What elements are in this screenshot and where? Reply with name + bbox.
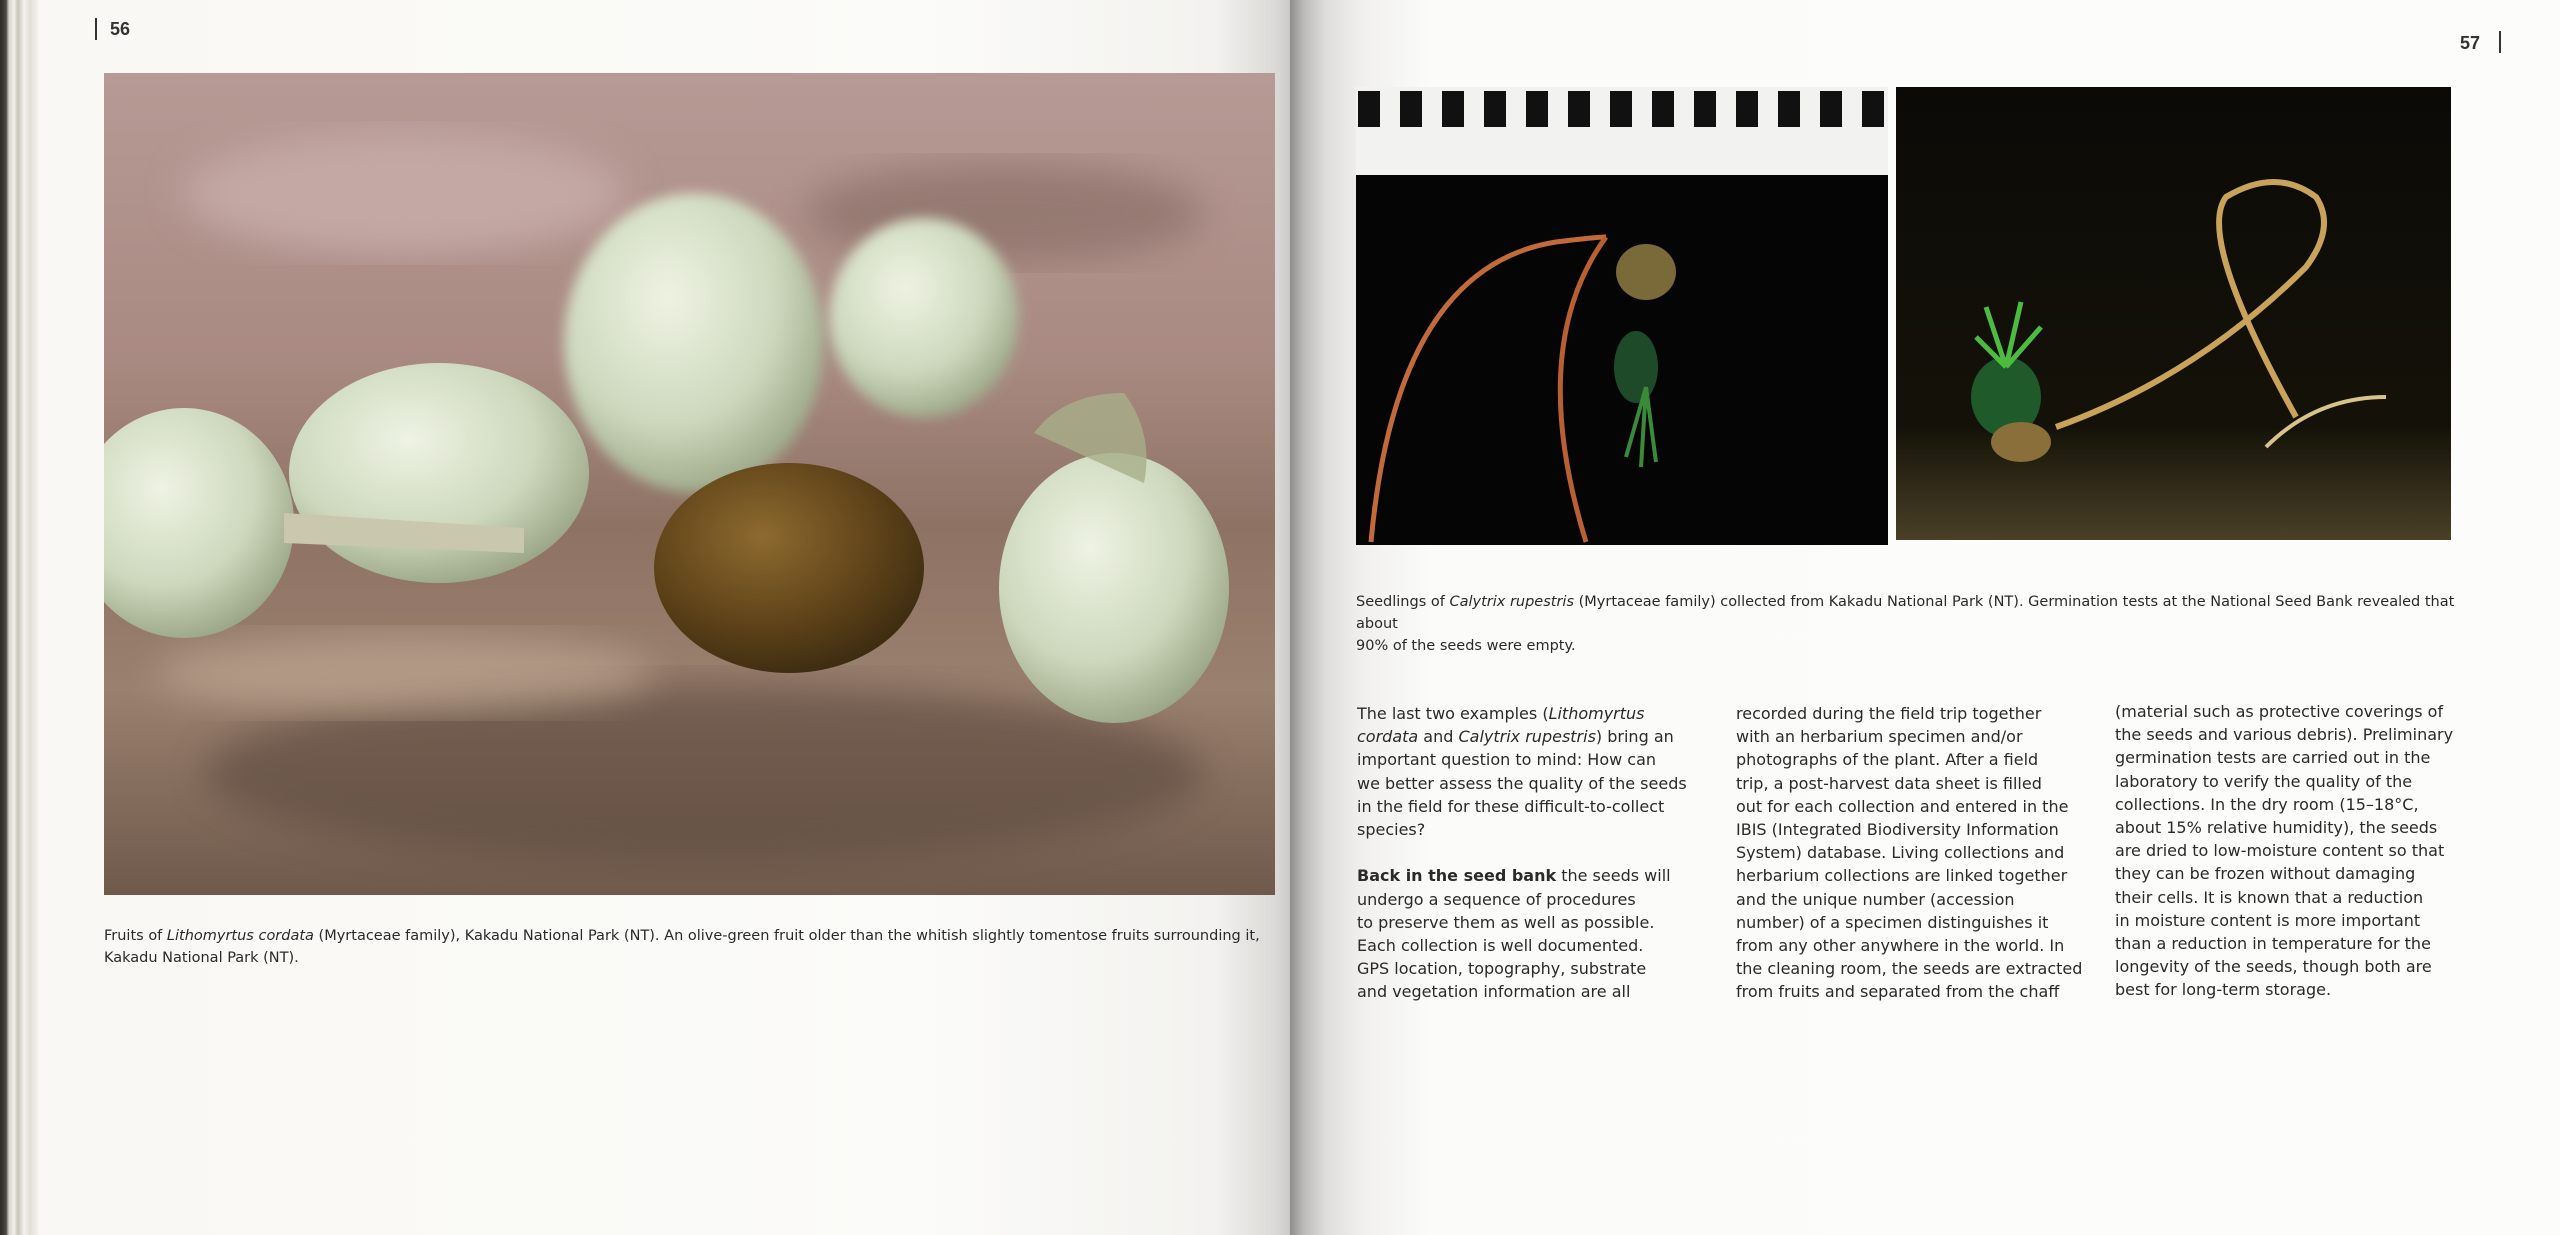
- caption-text: 90% of the seeds were empty.: [1356, 638, 1576, 654]
- left-page: [38, 0, 1303, 1235]
- folio-rule-right: [2499, 31, 2501, 53]
- right-page: [1290, 0, 2560, 1235]
- body-text: the seeds will undergo a sequence of procedures to preserve them as well as possible. Each collection is well documented. GPS location, topography, substrate and vegetation information are all: [1357, 866, 1671, 1002]
- caption-text: (Myrtaceae family) collected from Kakadu National Park (NT). Germination tests at the National Seed Bank revealed that about: [1356, 594, 2455, 632]
- text-column-3: (material such as protective coverings of the seeds and various debris). Preliminary germination tests are carried out in the laboratory to verify the quality of the collections. In the dry room (15–18°C, about 15% relative humidity), the seeds are dried to low-moisture content so that they can be frozen without damaging their cells. It is known that a reduction in moisture content is more important than a reduction in temperature for the longevity of the seeds, though both are best for long-term storage.: [2115, 702, 2454, 1000]
- seedlings-caption: [1356, 591, 2466, 657]
- text-column-1: [1357, 702, 1697, 1004]
- caption-text: Seedlings of: [1356, 594, 1450, 610]
- page-number-left: 56: [110, 19, 131, 39]
- page-stack-edge: [0, 0, 42, 1235]
- folio-rule-left: [95, 18, 97, 40]
- seedling-photo-dark: [1896, 87, 2451, 540]
- species-name: Lithomyrtus cordata: [166, 928, 314, 944]
- species-name: Calytrix rupestris: [1449, 594, 1574, 610]
- seedling-photo-ruler: [1356, 87, 1888, 545]
- caption-text: Kakadu National Park (NT).: [104, 950, 299, 966]
- fruits-caption: [104, 925, 1284, 969]
- species-name: Calytrix rupestris: [1458, 727, 1596, 747]
- body-text: and: [1418, 727, 1459, 747]
- text-column-2: recorded during the field trip together with an herbarium specimen and/or photographs of the plant. After a field trip, a post-harvest data sheet is filled out for each collection and entered in the IBIS (Integrated Biodiversity Information System) database. Living collections and herbarium collections are linked together and the unique number (accession number) of a specimen distinguishes it from any other anywhere in the world. In the cleaning room, the seeds are extracted from fruits and separated from the chaff: [1736, 704, 2083, 1002]
- body-text: The last two examples (: [1357, 704, 1549, 723]
- section-heading: Back in the seed bank: [1357, 866, 1557, 886]
- page-number-right: 57: [2460, 33, 2481, 53]
- species-name: Lithomyrtus cordata: [1357, 704, 1645, 747]
- fruits-photo: [104, 73, 1275, 895]
- caption-text: (Myrtaceae family), Kakadu National Park (NT). An olive-green fruit older than the whitish slightly tomentose fruits surrounding it,: [313, 928, 1260, 944]
- caption-text: Fruits of: [104, 928, 167, 944]
- body-text: ) bring an important question to mind: How can we better assess the quality of the seeds in the field for these difficult-to-collect species?: [1357, 727, 1687, 840]
